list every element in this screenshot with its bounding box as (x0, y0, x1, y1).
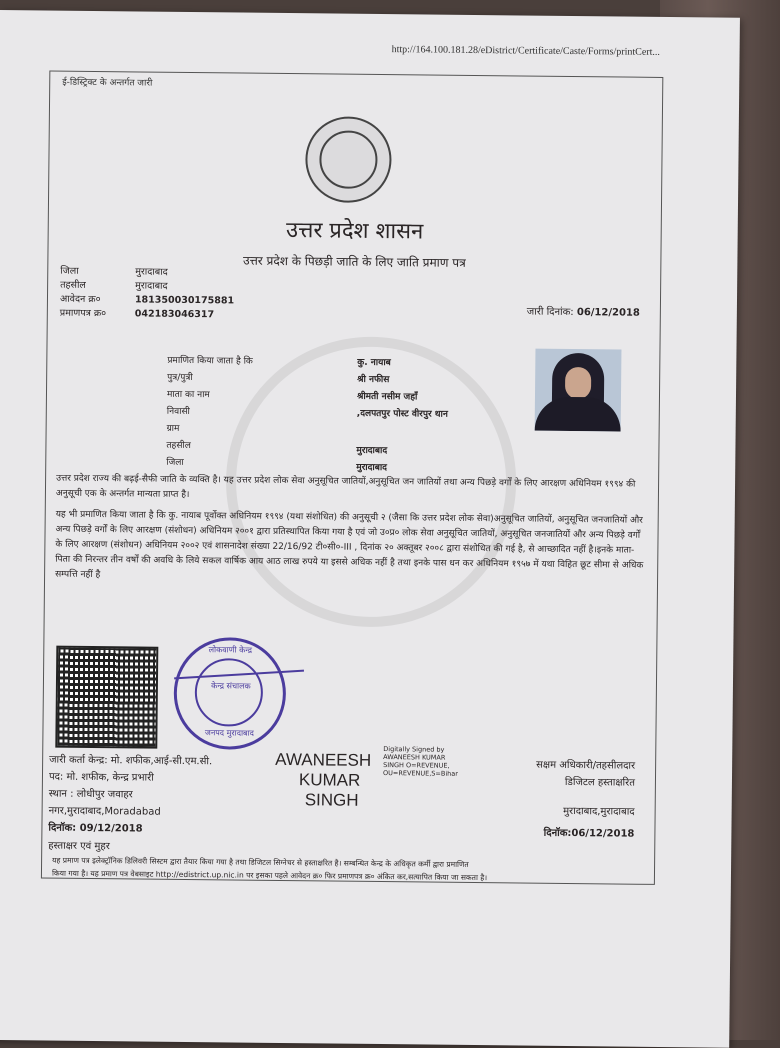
field-value: श्रीमती नसीम जहाँ (356, 391, 418, 403)
issuer-sign-note: हस्ताक्षर एवं मुहर (48, 840, 110, 853)
field-value: मुरादाबाद (356, 462, 388, 474)
authority-designation: सक्षम अधिकारी/तहसीलदार (536, 759, 636, 772)
up-emblem-icon (305, 116, 392, 203)
meta-application-no: आवेदन क्र० 181350030175881 (59, 293, 235, 307)
certificate-title: उत्तर प्रदेश शासन (285, 218, 424, 245)
field-value: मुरादाबाद (356, 445, 388, 457)
authority-date: दिनॉक:06/12/2018 (543, 827, 635, 840)
qr-code-icon (55, 646, 158, 749)
digital-signature-details: Digitally Signed by AWANEESH KUMAR SINGH O=REVENUE, OU=REVENUE,S=Bihar (382, 745, 458, 778)
field-label: माता का नाम (166, 389, 210, 401)
digital-signer-name: AWANEESH KUMAR SINGH (275, 749, 372, 810)
certification-paragraph-2: यह भी प्रमाणित किया जाता है कि कु. नायाब पूर्वोक्त अधिनियम १९९४ (यथा संशोधित) की अनुसूची २ (जैसा कि उत्तर प्रदेश लोक सेवा)अनुसूचित जातियों, अनुसूचित जनजातियों और अन्य पिछड़े वर्गों के लिए आरक्षण (संशोधन) अधिनियम २००१ द्वारा प्रतिस्थापित किया गया है एवं जो उ०प्र० लोक सेवा अनुसूचित जातियों, अनुसूचित जनजातियों और अन्य पिछड़े वर्गों के लिए आरक्षण (संशोधन) अधिनियम २००२ एवं शासनादेश संख्या 22/16/92 टी०सी०-III , दिनांक २० अक्तूबर २००८ द्वारा संशोधित की गई है, से आच्छादित नहीं है।इनके माता-पिता की निरन्तर तीन वर्षों की अवधि के लिये सकल वार्षिक आय आठ लाख रुपये या इससे अधिक नहीं है तथा इनके पास धन कर अधिनियम १९५७ में यथा विहित छूट सीमा से अधिक सम्पत्ति नहीं है (55, 509, 644, 581)
certificate-subtitle: उत्तर प्रदेश के पिछड़ी जाति के लिए जाति प्रमाण पत्र (242, 253, 466, 270)
footer-line-2: किया गया है। यह प्रमाण पत्र वेबसाइट http://edistrict.up.nic.in पर इसका पहले आवेदन क्र० फिर प्रमाणपत्र क्र० अंकित कर,सत्यापित किया जा सकता है। (51, 868, 488, 883)
field-value: कु. नायाब (357, 357, 391, 369)
issue-date: जारी दिनांक: 06/12/2018 (526, 306, 640, 319)
footer-line-1: यह प्रमाण पत्र इलेक्ट्रॉनिक डिलिवरी सिस्टम द्वारा तैयार किया गया है तथा डिजिटल सिग्नेचर से हस्ताक्षरित है। सम्बन्धित केन्द्र के अधिकृत कर्मी द्वारा प्रमाणित (52, 855, 469, 869)
field-label: जिला (166, 457, 184, 468)
authority-location: मुरादाबाद,मुरादाबाद (563, 805, 635, 818)
meta-district: जिला मुरादाबाद (60, 265, 168, 278)
issuer-line: पद: मो. शफीक, केन्द्र प्रभारी (48, 771, 154, 784)
field-label: ग्राम (166, 423, 180, 434)
meta-certificate-no: प्रमाणपत्र क्र० 042183046317 (59, 307, 215, 321)
field-value: श्री नफीस (357, 374, 390, 386)
print-url: http://164.100.181.28/eDistrict/Certificate/Caste/Forms/printCert... (391, 44, 660, 58)
header-note: ई-डिस्ट्रिक्ट के अन्तर्गत जारी (62, 77, 153, 89)
field-label: तहसील (166, 440, 191, 452)
certification-paragraph-1: उत्तर प्रदेश राज्य की बढ़ई-सैफी जाति के व्यक्ति है। यह उत्तर प्रदेश लोक सेवा अनुसूचित जातियों,अनुसूचित जन जातियों तथा अन्य पिछड़े वर्गों के लिए आरक्षण अधिनियम १९९४ की अनुसूची एक के अन्तर्गत मान्यता प्राप्त है। (55, 473, 636, 501)
issuer-line: स्थान : लोधीपुर जवाहर (48, 788, 133, 801)
field-label: निवासी (166, 406, 190, 418)
certificate-frame (41, 71, 663, 885)
certificate-paper (0, 10, 740, 1048)
field-label: प्रमाणित किया जाता है कि (167, 355, 253, 367)
meta-tehsil: तहसील मुरादाबाद (60, 279, 168, 292)
field-label: पुत्र/पुत्री (167, 372, 193, 384)
issuer-date: दिनॉक: 09/12/2018 (48, 822, 143, 835)
authority-digital-sign: डिजिटल हस्ताक्षरित (564, 776, 635, 789)
issuer-line: जारी कर्ता केन्द्र: मो. शफीक,आई-सी.एम.सी. (49, 754, 213, 768)
center-stamp-icon: लोकवाणी केन्द्र केन्द्र संचालक जनपद मुरादाबाद (173, 637, 286, 750)
issuer-line: नगर,मुरादाबाद,Moradabad (48, 805, 161, 818)
field-value: ,दलपतपुर पोस्ट वीरपुर थान (356, 408, 448, 420)
applicant-photo (535, 349, 622, 432)
